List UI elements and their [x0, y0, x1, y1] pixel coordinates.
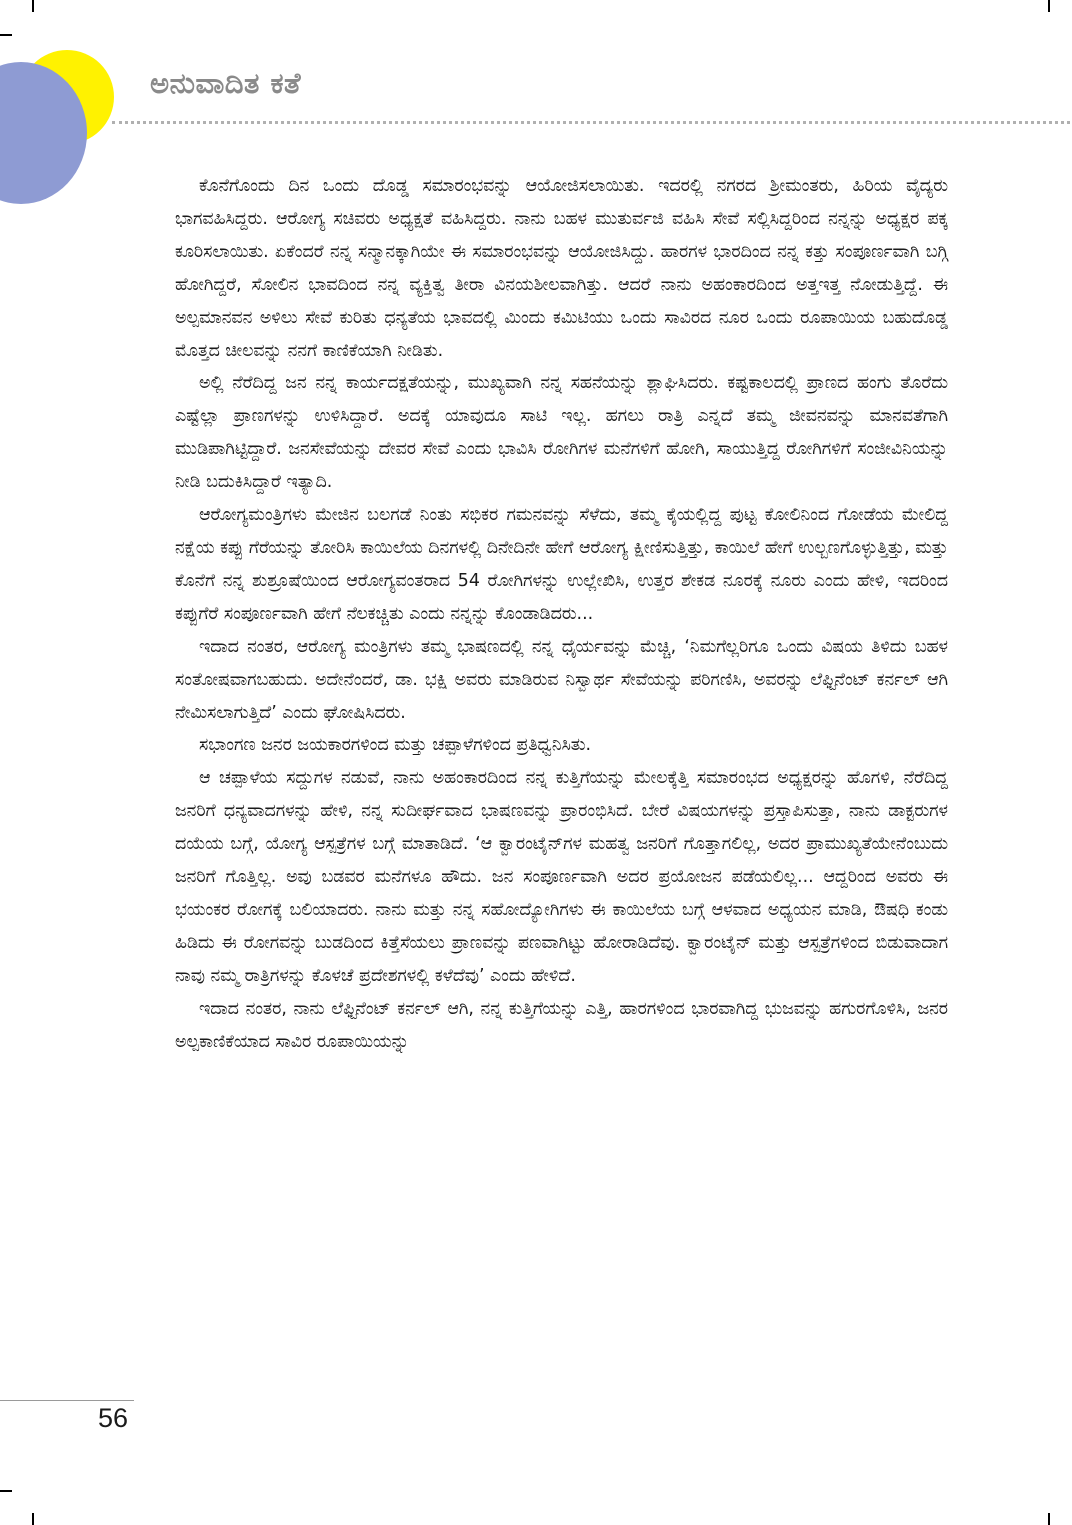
crop-mark — [1048, 1513, 1050, 1525]
crop-mark — [32, 1513, 34, 1525]
paragraph: ಇದಾದ ನಂತರ, ನಾನು ಲೆಫ್ಟಿನೆಂಟ್ ಕರ್ನಲ್ ಆಗಿ, ನನ್ನ ಕುತ್ತಿಗೆಯನ್ನು ಎತ್ತಿ, ಹಾರಗಳಿಂದ ಭಾರವಾಗಿದ್ದ ಭುಜವನ್ನು ಹಗುರಗೊಳಿಸಿ, ಜನರ ಅಲ್ಪಕಾಣಿಕೆಯಾದ ಸಾವಿರ ರೂಪಾಯಿಯನ್ನು — [175, 998, 948, 1052]
story-body — [175, 170, 948, 1058]
crop-mark — [0, 1490, 12, 1492]
paragraph: ಆ ಚಪ್ಪಾಳೆಯ ಸದ್ದುಗಳ ನಡುವೆ, ನಾನು ಅಹಂಕಾರದಿಂದ ನನ್ನ ಕುತ್ತಿಗೆಯನ್ನು ಮೇಲಕ್ಕೆತ್ತಿ ಸಮಾರಂಭದ ಅಧ್ಯಕ್ಷರನ್ನು ಹೊಗಳಿ, ನೆರೆದಿದ್ದ ಜನರಿಗೆ ಧನ್ಯವಾದಗಳನ್ನು ಹೇಳಿ, ನನ್ನ ಸುದೀರ್ಘವಾದ ಭಾಷಣವನ್ನು ಪ್ರಾರಂಭಿಸಿದೆ. ಬೇರೆ ವಿಷಯಗಳನ್ನು ಪ್ರಸ್ತಾಪಿಸುತ್ತಾ, ನಾನು ಡಾಕ್ಟರುಗಳ ದಯೆಯ ಬಗ್ಗೆ, ಯೋಗ್ಯ ಆಸ್ಪತ್ರೆಗಳ ಬಗ್ಗೆ ಮಾತಾಡಿದೆ. ‘ಆ ಕ್ವಾರಂಟೈನ್‌ಗಳ ಮಹತ್ವ ಜನರಿಗೆ ಗೊತ್ತಾಗಲಿಲ್ಲ, ಅದರ ಪ್ರಾಮುಖ್ಯತೆಯೇನೆಂಬುದು ಜನರಿಗೆ ಗೊತ್ತಿಲ್ಲ. ಅವು ಬಡವರ ಮನೆಗಳೂ ಹೌದು. ಜನ ಸಂಪೂರ್ಣವಾಗಿ ಅದರ ಪ್ರಯೋಜನ ಪಡೆಯಲಿಲ್ಲ... ಆದ್ದರಿಂದ ಅವರು ಈ ಭಯಂಕರ ರೋಗಕ್ಕೆ ಬಲಿಯಾದರು. ನಾನು ಮತ್ತು ನನ್ನ ಸಹೋದ್ಯೋಗಿಗಳು ಈ ಕಾಯಿಲೆಯ ಬಗ್ಗೆ ಆಳವಾದ ಅಧ್ಯಯನ ಮಾಡಿ, ಔಷಧಿ ಕಂಡು ಹಿಡಿದು ಈ ರೋಗವನ್ನು ಬುಡದಿಂದ ಕಿತ್ತೆಸೆಯಲು ಪ್ರಾಣವನ್ನು ಪಣವಾಗಿಟ್ಟು ಹೋರಾಡಿದೆವು. ಕ್ವಾರಂಟೈನ್ ಮತ್ತು ಆಸ್ಪತ್ರೆಗಳಿಂದ ಬಿಡುವಾದಾಗ ನಾವು ನಮ್ಮ ರಾತ್ರಿಗಳನ್ನು ಕೊಳಚೆ ಪ್ರದೇಶಗಳಲ್ಲಿ ಕಳೆದೆವು’ ಎಂದು ಹೇಳಿದೆ. — [175, 768, 948, 986]
paragraph: ಅಲ್ಲಿ ನೆರೆದಿದ್ದ ಜನ ನನ್ನ ಕಾರ್ಯದಕ್ಷತೆಯನ್ನು, ಮುಖ್ಯವಾಗಿ ನನ್ನ ಸಹನೆಯನ್ನು ಶ್ಲಾಘಿಸಿದರು. ಕಷ್ಟಕಾಲದಲ್ಲಿ ಪ್ರಾಣದ ಹಂಗು ತೊರೆದು ಎಷ್ಟೆಲ್ಲಾ ಪ್ರಾಣಗಳನ್ನು ಉಳಿಸಿದ್ದಾರೆ. ಅದಕ್ಕೆ ಯಾವುದೂ ಸಾಟಿ ಇಲ್ಲ. ಹಗಲು ರಾತ್ರಿ ಎನ್ನದೆ ತಮ್ಮ ಜೀವನವನ್ನು ಮಾನವತೆಗಾಗಿ ಮುಡಿಪಾಗಿಟ್ಟಿದ್ದಾರೆ. ಜನಸೇವೆಯನ್ನು ದೇವರ ಸೇವೆ ಎಂದು ಭಾವಿಸಿ ರೋಗಿಗಳ ಮನೆಗಳಿಗೆ ಹೋಗಿ, ಸಾಯುತ್ತಿದ್ದ ರೋಗಿಗಳಿಗೆ ಸಂಜೀವಿನಿಯನ್ನು ನೀಡಿ ಬದುಕಿಸಿದ್ದಾರೆ ಇತ್ಯಾದಿ. — [175, 373, 948, 493]
paragraph: ಸಭಾಂಗಣ ಜನರ ಜಯಕಾರಗಳಿಂದ ಮತ್ತು ಚಪ್ಪಾಳೆಗಳಿಂದ ಪ್ರತಿಧ್ವನಿಸಿತು. — [199, 735, 592, 756]
header-dotted-divider — [112, 121, 1070, 124]
section-title: ಅನುವಾದಿತ ಕತೆ — [150, 66, 302, 100]
paragraph: ಕೊನೆಗೊಂದು ದಿನ ಒಂದು ದೊಡ್ಡ ಸಮಾರಂಭವನ್ನು ಆಯೋಜಿಸಲಾಯಿತು. ಇದರಲ್ಲಿ ನಗರದ ಶ್ರೀಮಂತರು, ಹಿರಿಯ ವೈದ್ಯರು ಭಾಗವಹಿಸಿದ್ದರು. ಆರೋಗ್ಯ ಸಚಿವರು ಅಧ್ಯಕ್ಷತೆ ವಹಿಸಿದ್ದರು. ನಾನು ಬಹಳ ಮುತುರ್ವಜಿ ವಹಿಸಿ ಸೇವೆ ಸಲ್ಲಿಸಿದ್ದರಿಂದ ನನ್ನನ್ನು ಅಧ್ಯಕ್ಷರ ಪಕ್ಕ ಕೂರಿಸಲಾಯಿತು. ಏಕೆಂದರೆ ನನ್ನ ಸನ್ಮಾನಕ್ಕಾಗಿಯೇ ಈ ಸಮಾರಂಭವನ್ನು ಆಯೋಜಿಸಿದ್ದು. ಹಾರಗಳ ಭಾರದಿಂದ ನನ್ನ ಕತ್ತು ಸಂಪೂರ್ಣವಾಗಿ ಬಗ್ಗಿ ಹೋಗಿದ್ದರೆ, ಸೋಲಿನ ಭಾವದಿಂದ ನನ್ನ ವ್ಯಕ್ತಿತ್ವ ತೀರಾ ವಿನಯಶೀಲವಾಗಿತ್ತು. ಆದರೆ ನಾನು ಅಹಂಕಾರದಿಂದ ಅತ್ತಇತ್ತ ನೋಡುತ್ತಿದ್ದೆ. ಈ ಅಲ್ಪಮಾನವನ ಅಳಿಲು ಸೇವೆ ಕುರಿತು ಧನ್ಯತೆಯ ಭಾವದಲ್ಲಿ ಮಿಂದು ಕಮಿಟಿಯು ಒಂದು ಸಾವಿರದ ನೂರ ಒಂದು ರೂಪಾಯಿಯ ಬಹುದೊಡ್ಡ ಮೊತ್ತದ ಚೀಲವನ್ನು ನನಗೆ ಕಾಣಿಕೆಯಾಗಿ ನೀಡಿತು. — [175, 176, 948, 361]
crop-mark — [32, 0, 34, 12]
crop-mark — [1048, 0, 1050, 12]
page-number: 56 — [98, 1403, 129, 1433]
paragraph: ಆರೋಗ್ಯಮಂತ್ರಿಗಳು ಮೇಜಿನ ಬಲಗಡೆ ನಿಂತು ಸಭಿಕರ ಗಮನವನ್ನು ಸೆಳೆದು, ತಮ್ಮ ಕೈಯಲ್ಲಿದ್ದ ಪುಟ್ಟ ಕೋಲಿನಿಂದ ಗೋಡೆಯ ಮೇಲಿದ್ದ ನಕ್ಷೆಯ ಕಪ್ಪು ಗೆರೆಯನ್ನು ತೋರಿಸಿ ಕಾಯಿಲೆಯ ದಿನಗಳಲ್ಲಿ ದಿನೇದಿನೇ ಹೇಗೆ ಆರೋಗ್ಯ ಕ್ಷೀಣಿಸುತ್ತಿತ್ತು, ಕಾಯಿಲೆ ಹೇಗೆ ಉಲ್ಬಣಗೊಳ್ಳುತ್ತಿತ್ತು, ಮತ್ತು ಕೊನೆಗೆ ನನ್ನ ಶುಶ್ರೂಷೆಯಿಂದ ಆರೋಗ್ಯವಂತರಾದ 54 ರೋಗಿಗಳನ್ನು ಉಲ್ಲೇಖಿಸಿ, ಉತ್ತರ ಶೇಕಡ ನೂರಕ್ಕೆ ನೂರು ಎಂದು ಹೇಳಿ, ಇದರಿಂದ ಕಪ್ಪುಗೆರೆ ಸಂಪೂರ್ಣವಾಗಿ ಹೇಗೆ ನೆಲಕಚ್ಚಿತು ಎಂದು ನನ್ನನ್ನು ಕೊಂಡಾಡಿದರು... — [175, 505, 948, 624]
paragraph: ಇದಾದ ನಂತರ, ಆರೋಗ್ಯ ಮಂತ್ರಿಗಳು ತಮ್ಮ ಭಾಷಣದಲ್ಲಿ ನನ್ನ ಧೈರ್ಯವನ್ನು ಮೆಚ್ಚಿ, ‘ನಿಮಗೆಲ್ಲರಿಗೂ ಒಂದು ವಿಷಯ ತಿಳಿದು ಬಹಳ ಸಂತೋಷವಾಗಬಹುದು. ಅದೇನೆಂದರೆ, ಡಾ. ಭಕ್ಷಿ ಅವರು ಮಾಡಿರುವ ನಿಸ್ವಾರ್ಥ ಸೇವೆಯನ್ನು ಪರಿಗಣಿಸಿ, ಅವರನ್ನು ಲೆಫ್ಟಿನೆಂಟ್ ಕರ್ನಲ್ ಆಗಿ ನೇಮಿಸಲಾಗುತ್ತಿದೆ’ ಎಂದು ಘೋಷಿಸಿದರು. — [175, 636, 948, 723]
footer-divider — [0, 1400, 134, 1401]
crop-mark — [0, 34, 12, 36]
